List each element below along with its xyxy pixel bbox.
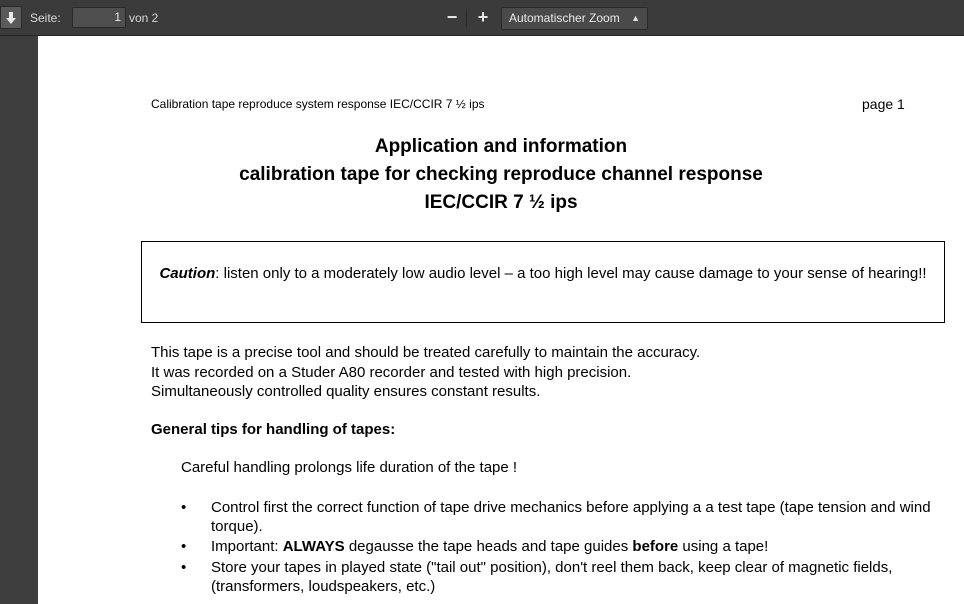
caution-text: : listen only to a moderately low audio level – a too high level may cause damage to your sense of hearing!!	[215, 265, 927, 282]
caution-label: Caution	[159, 265, 216, 282]
bullet-item-1: Control first the correct function of tape drive mechanics before applying a a test tape (tape tension and wind torque).	[211, 499, 931, 535]
zoom-select[interactable]	[501, 7, 648, 30]
page-header-number: page 1	[862, 96, 905, 112]
zoom-out-button[interactable]: −	[446, 7, 458, 27]
bullet-marker: •	[181, 559, 187, 576]
caution-box	[141, 241, 945, 323]
select-caret-icon: ▲	[631, 13, 640, 23]
bullet-emphasis: before	[632, 538, 679, 555]
bullet-text: degausse the tape heads and tape guides	[344, 538, 633, 555]
document-title-line-1: Application and information	[374, 136, 628, 157]
tips-heading: General tips for handling of tapes:	[151, 421, 396, 438]
bullet-emphasis: ALWAYS	[282, 538, 345, 555]
document-title-line-3: IEC/CCIR 7 ½ ips	[424, 192, 578, 213]
document-title-line-2: calibration tape for checking reproduce channel response	[239, 164, 763, 185]
viewer-margin	[0, 36, 38, 604]
page-header-title: Calibration tape reproduce system response IEC/CCIR 7 ½ ips	[151, 97, 485, 111]
intro-line-1: This tape is a precise tool and should be treated carefully to maintain the accuracy.	[151, 344, 701, 361]
zoom-select-value: Automatischer Zoom	[509, 11, 620, 25]
download-arrow-icon	[4, 11, 18, 25]
download-button[interactable]	[0, 6, 22, 29]
pdf-toolbar	[0, 0, 964, 36]
zoom-in-button[interactable]: +	[477, 7, 489, 27]
bullet-text: Important:	[211, 538, 283, 555]
pdf-page	[38, 36, 964, 604]
page-number-input[interactable]: 1	[72, 7, 126, 28]
intro-line-2: It was recorded on a Studer A80 recorder and tested with high precision.	[151, 364, 632, 381]
bullet-text: using a tape!	[678, 538, 769, 555]
bullet-marker: •	[181, 499, 187, 516]
intro-line-3: Simultaneously controlled quality ensures constant results.	[151, 383, 541, 400]
tips-intro: Careful handling prolongs life duration of the tape !	[181, 459, 518, 476]
toolbar-separator	[466, 9, 467, 27]
page-label: Seite:	[30, 11, 61, 25]
bullet-item-2	[211, 537, 931, 556]
bullet-item-3: Store your tapes in played state ("tail out" position), don't reel them back, keep clear of magnetic fields, (transformers, loudspeakers, etc.)	[211, 559, 893, 595]
bullet-marker: •	[181, 538, 187, 555]
page-count: von 2	[129, 11, 159, 25]
